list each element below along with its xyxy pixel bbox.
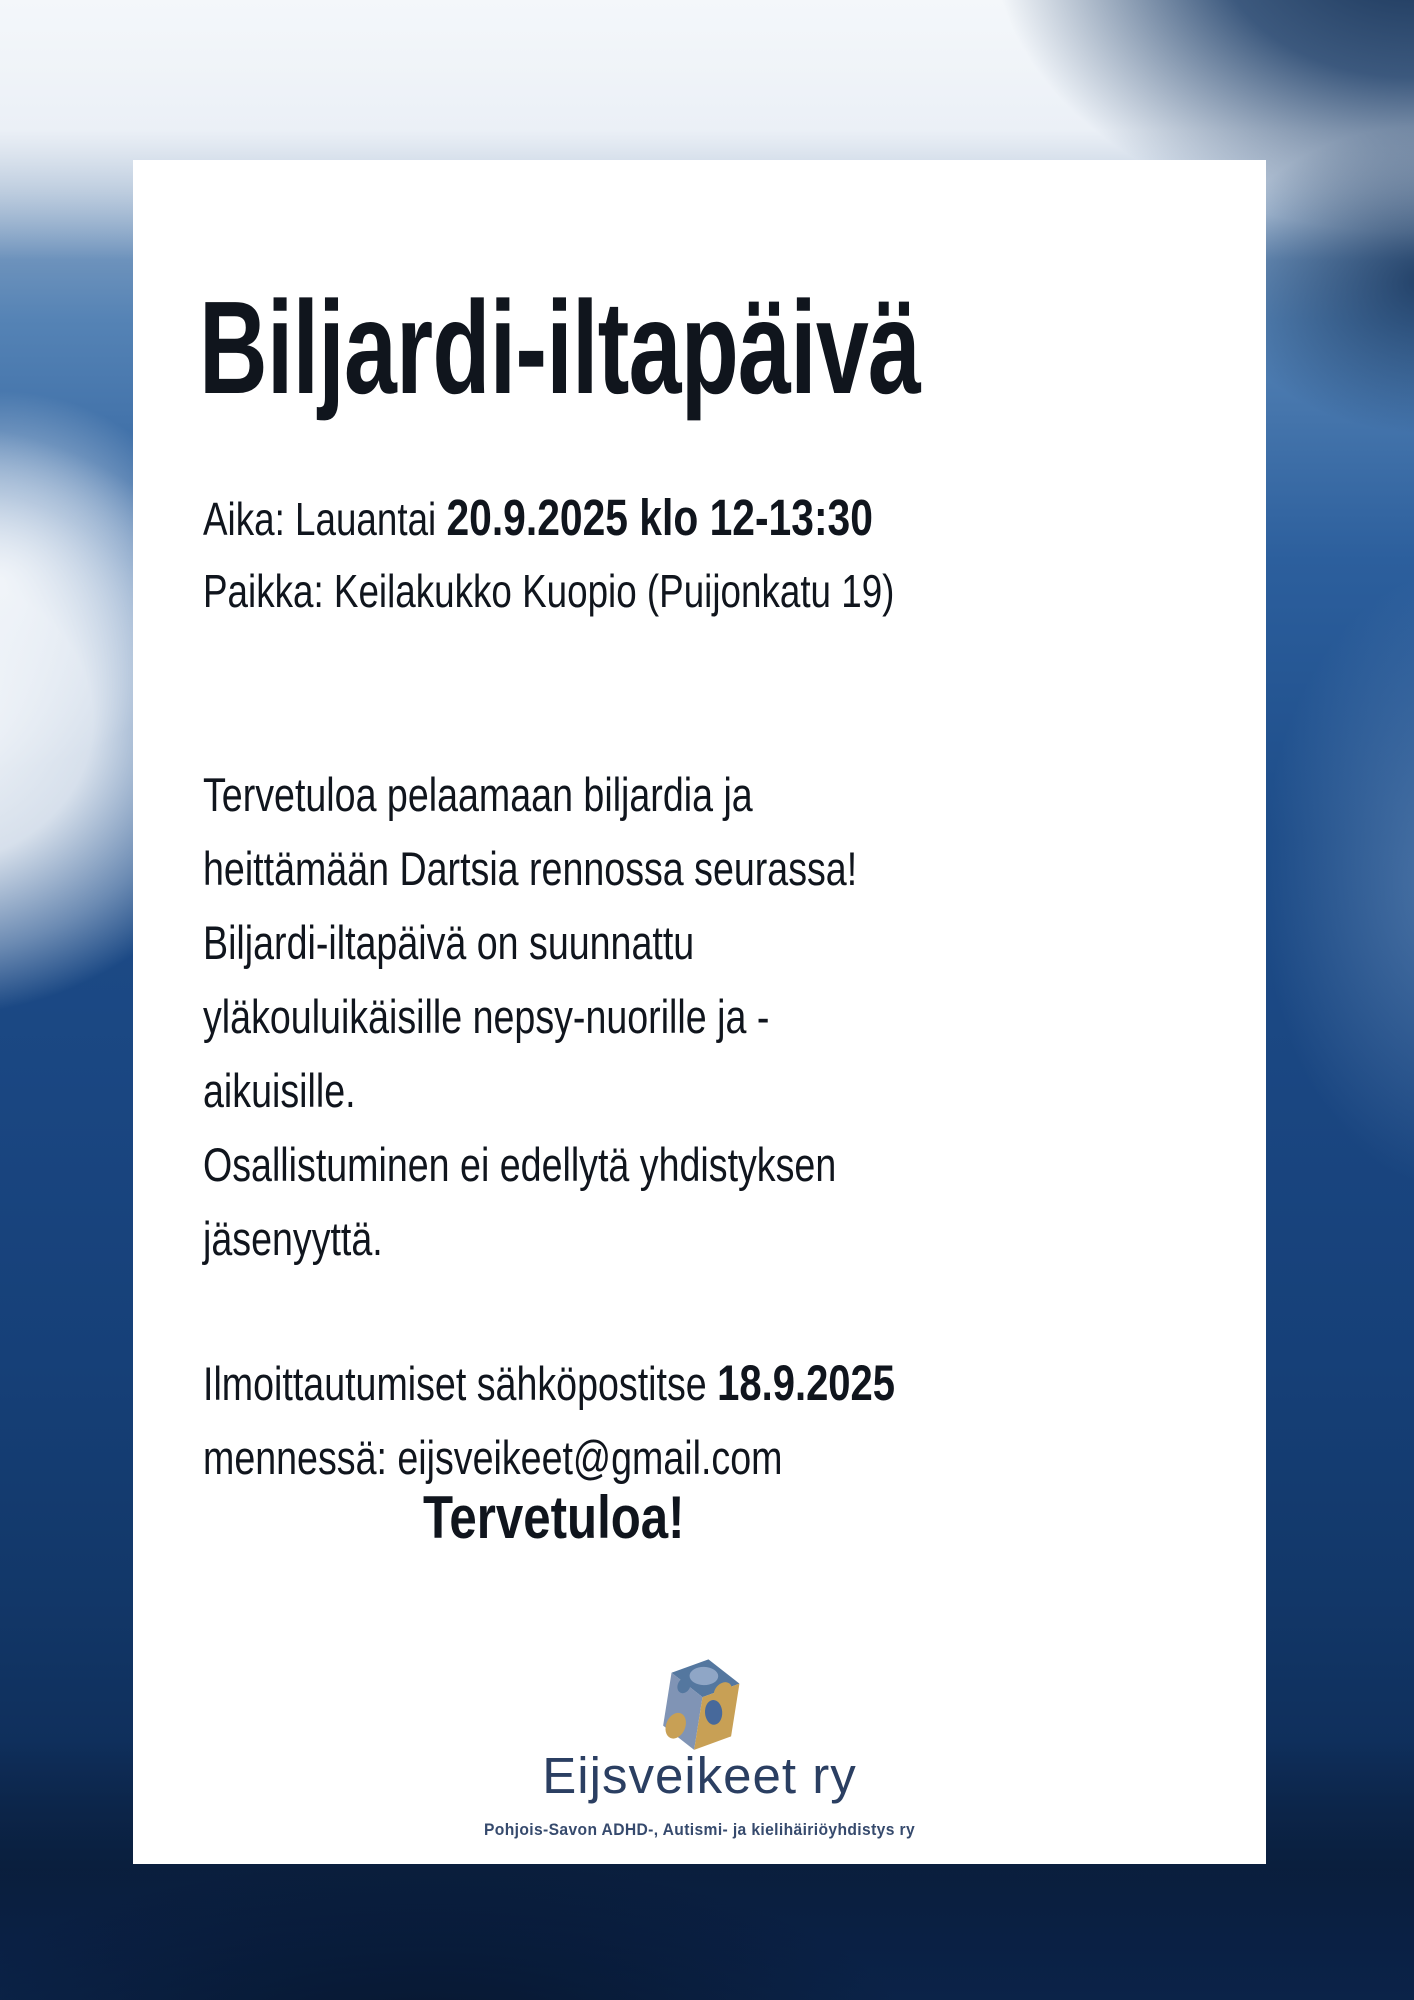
org-name: Eijsveikeet ry [542,1747,857,1804]
org-subtitle: Pohjois-Savon ADHD-, Autismi- ja kielihäiriöyhdistys ry [483,1820,916,1839]
description-line: aikuisille. [203,1064,356,1117]
description-line: heittämään Dartsia rennossa seurassa! [203,842,858,895]
signup-deadline: 18.9.2025 [717,1355,896,1411]
signup-line-1 [203,1346,895,1421]
description-line: Biljardi-iltapäivä on suunnattu [203,916,695,969]
description-line: Tervetuloa pelaamaan biljardia ja [203,768,753,821]
signup-info [203,1346,895,1495]
description-line: yläkouluikäisille nepsy-nuorille ja - [203,990,770,1043]
description-line: Osallistuminen ei edellytä yhdistyksen [203,1138,837,1191]
welcome-text: Tervetuloa! [423,1484,685,1551]
event-place-line: Paikka: Keilakukko Kuopio (Puijonkatu 19) [203,565,895,617]
poster-card [133,160,1266,1864]
event-description [203,758,857,1276]
event-time-line [203,489,873,546]
description-line: jäsenyyttä. [203,1212,383,1265]
signup-prefix: Ilmoittautumiset sähköpostitse [203,1357,718,1410]
event-time-label: Aika: Lauantai [203,493,447,545]
poster-title: Biljardi-iltapäivä [199,274,921,421]
event-time-value: 20.9.2025 klo 12-13:30 [446,489,873,546]
signup-line-2: mennessä: eijsveikeet@gmail.com [203,1431,783,1484]
